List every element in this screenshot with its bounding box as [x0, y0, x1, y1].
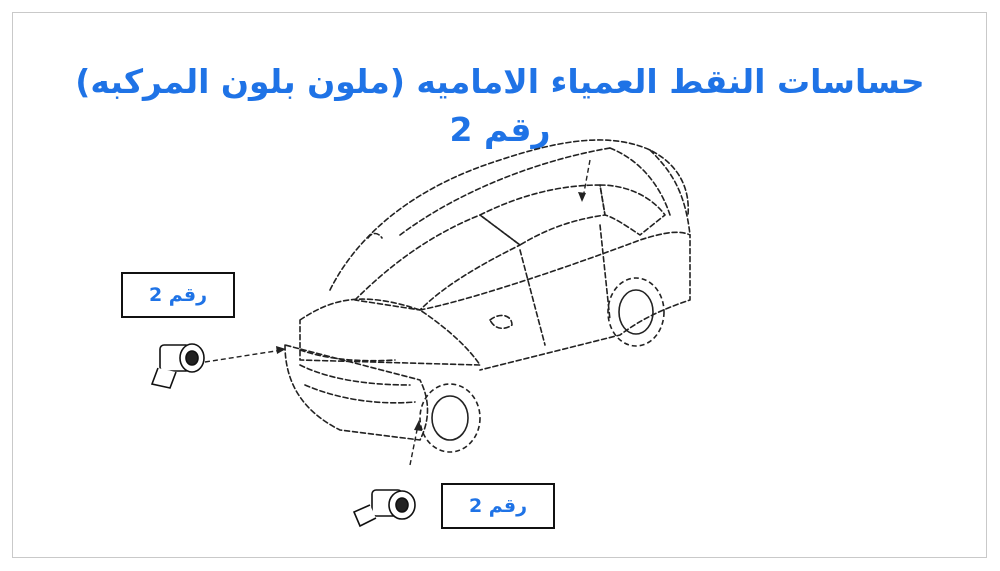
callout-left: رقم 2	[121, 272, 235, 318]
sensor-left	[152, 344, 204, 388]
front-wheel	[420, 384, 480, 452]
car-grille-2	[305, 385, 415, 403]
car-headlight	[300, 350, 395, 361]
car-front-bumper	[285, 345, 428, 440]
leader-line-roof	[583, 160, 590, 198]
arrowhead-roof	[578, 192, 586, 202]
car-side-window-front	[480, 185, 605, 245]
car-door-line-2	[600, 225, 610, 320]
car-windshield	[355, 215, 520, 310]
diagram-title: حساسات النقط العمياء الاماميه (ملون بلون المركبه)	[75, 62, 925, 101]
car-grille	[300, 365, 410, 385]
diagram-subtitle: رقم 2	[449, 110, 551, 149]
car-mirror	[490, 315, 512, 328]
car-wheels	[420, 278, 664, 452]
front-wheel-rim	[432, 396, 468, 440]
car-door-line	[520, 250, 545, 345]
car-body-side	[420, 232, 690, 370]
leader-line-left	[205, 350, 282, 362]
rear-wheel-rim	[619, 290, 653, 334]
car-roof-rail	[400, 148, 610, 235]
sensor-bottom	[354, 490, 415, 526]
callout-bottom: رقم 2	[441, 483, 555, 529]
car-side-window-rear	[600, 185, 665, 235]
car-roof-rear	[610, 148, 670, 215]
leader-line-bottom	[410, 425, 418, 465]
